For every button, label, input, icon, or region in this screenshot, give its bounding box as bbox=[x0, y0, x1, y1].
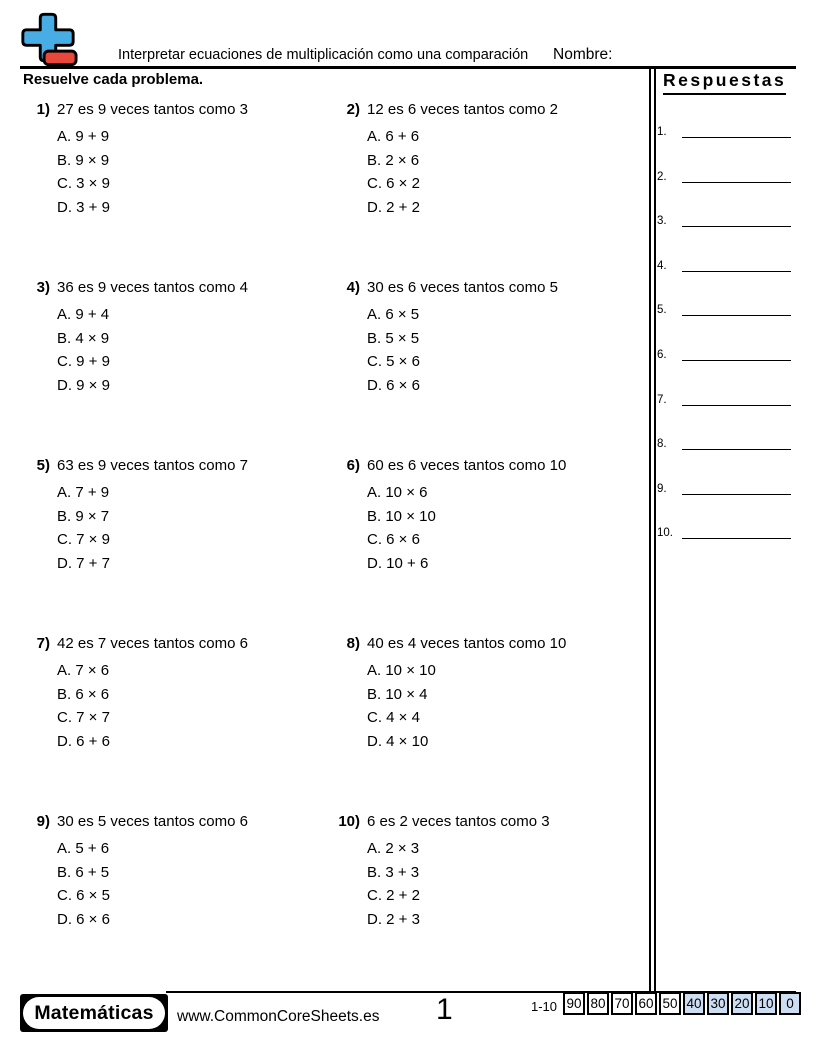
problem-question: 36 es 9 veces tantos como 4 bbox=[57, 279, 248, 296]
option-c: C. 6 × 2 bbox=[367, 175, 420, 192]
problem-question: 6 es 2 veces tantos como 3 bbox=[367, 813, 550, 830]
option-d: D. 3 + 9 bbox=[57, 198, 110, 216]
score-cell-0: 0 bbox=[779, 992, 801, 1015]
problem-number: 4) bbox=[346, 279, 360, 296]
answer-blank-1[interactable] bbox=[682, 121, 791, 138]
score-cell-20: 20 bbox=[731, 992, 753, 1015]
option-b: B. 4 × 9 bbox=[57, 329, 110, 347]
problem-question: 60 es 6 veces tantos como 10 bbox=[367, 457, 567, 474]
score-cell-80: 80 bbox=[587, 992, 609, 1015]
option-c: C. 2 + 2 bbox=[367, 887, 420, 904]
problem-8 bbox=[334, 634, 644, 812]
answers-list bbox=[657, 122, 791, 568]
problem-number: 10) bbox=[338, 813, 360, 830]
problem-2 bbox=[334, 100, 644, 278]
answer-number: 7. bbox=[657, 393, 667, 406]
score-cell-10: 10 bbox=[755, 992, 777, 1015]
options-list bbox=[367, 481, 644, 575]
problems-grid bbox=[24, 100, 646, 990]
answer-row-1 bbox=[657, 122, 791, 138]
problem-question: 30 es 5 veces tantos como 6 bbox=[57, 813, 248, 830]
sidebar-double-divider bbox=[649, 68, 656, 993]
option-b: B. 10 × 4 bbox=[367, 685, 428, 703]
option-a: A. 7 + 9 bbox=[57, 484, 110, 501]
option-a: A. 6 × 5 bbox=[367, 306, 420, 323]
logo-red-bar bbox=[44, 51, 76, 65]
answer-row-5 bbox=[657, 300, 791, 316]
answer-blank-4[interactable] bbox=[682, 255, 791, 272]
problem-7 bbox=[24, 634, 334, 812]
option-b: B. 10 × 10 bbox=[367, 507, 436, 525]
answer-blank-3[interactable] bbox=[682, 210, 791, 227]
answer-row-3 bbox=[657, 211, 791, 227]
answer-blank-5[interactable] bbox=[682, 299, 791, 316]
option-c: C. 5 × 6 bbox=[367, 353, 420, 370]
option-d: D. 7 + 7 bbox=[57, 554, 110, 572]
answer-number: 10. bbox=[657, 527, 673, 540]
option-b: B. 9 × 9 bbox=[57, 151, 110, 169]
score-range-label: 1-10 bbox=[531, 999, 558, 1014]
option-c: C. 7 × 7 bbox=[57, 709, 110, 726]
answers-heading: Respuestas bbox=[663, 70, 786, 95]
option-b: B. 9 × 7 bbox=[57, 507, 110, 525]
brand-label: Matemáticas bbox=[23, 997, 165, 1029]
option-d: D. 2 + 2 bbox=[367, 198, 420, 216]
option-b: B. 2 × 6 bbox=[367, 151, 420, 169]
option-b: B. 6 × 6 bbox=[57, 685, 110, 703]
option-a: A. 2 × 3 bbox=[367, 840, 420, 857]
option-a: A. 10 × 6 bbox=[367, 484, 428, 501]
answer-blank-10[interactable] bbox=[682, 522, 791, 539]
option-c: C. 3 × 9 bbox=[57, 175, 110, 192]
option-d: D. 10 + 6 bbox=[367, 554, 429, 572]
problem-number: 9) bbox=[36, 813, 50, 830]
option-b: B. 6 + 5 bbox=[57, 863, 110, 881]
problem-number: 5) bbox=[36, 457, 50, 474]
problem-number: 3) bbox=[36, 279, 50, 296]
score-table bbox=[563, 992, 801, 1015]
answer-row-9 bbox=[657, 479, 791, 495]
score-cell-60: 60 bbox=[635, 992, 657, 1015]
answer-number: 5. bbox=[657, 304, 667, 317]
answer-blank-8[interactable] bbox=[682, 433, 791, 450]
problem-number: 2) bbox=[346, 101, 360, 118]
problem-question: 63 es 9 veces tantos como 7 bbox=[57, 457, 248, 474]
option-a: A. 5 + 6 bbox=[57, 840, 110, 857]
option-d: D. 6 × 6 bbox=[367, 376, 420, 394]
problem-number: 8) bbox=[346, 635, 360, 652]
problem-10 bbox=[334, 812, 644, 990]
options-list bbox=[57, 837, 334, 931]
option-b: B. 5 × 5 bbox=[367, 329, 420, 347]
option-d: D. 4 × 10 bbox=[367, 732, 429, 750]
header-divider bbox=[20, 66, 796, 69]
problem-question: 12 es 6 veces tantos como 2 bbox=[367, 101, 558, 118]
problem-question: 42 es 7 veces tantos como 6 bbox=[57, 635, 248, 652]
problem-3 bbox=[24, 278, 334, 456]
name-label: Nombre: bbox=[553, 46, 613, 63]
commoncoresheets-plus-logo-icon bbox=[18, 11, 78, 68]
worksheet-title: Interpretar ecuaciones de multiplicación como una comparación bbox=[118, 47, 529, 63]
problem-1 bbox=[24, 100, 334, 278]
option-a: A. 9 + 9 bbox=[57, 128, 110, 145]
option-d: D. 6 + 6 bbox=[57, 732, 110, 750]
answer-blank-9[interactable] bbox=[682, 478, 791, 495]
option-d: D. 6 × 6 bbox=[57, 910, 110, 928]
answer-blank-2[interactable] bbox=[682, 166, 791, 183]
problem-question: 40 es 4 veces tantos como 10 bbox=[367, 635, 567, 652]
problem-4 bbox=[334, 278, 644, 456]
option-a: A. 9 + 4 bbox=[57, 306, 110, 323]
score-cell-40: 40 bbox=[683, 992, 705, 1015]
option-c: C. 9 + 9 bbox=[57, 353, 110, 370]
problem-number: 6) bbox=[346, 457, 360, 474]
answer-number: 3. bbox=[657, 215, 667, 228]
answer-number: 1. bbox=[657, 126, 667, 138]
answer-row-2 bbox=[657, 167, 791, 183]
answer-row-7 bbox=[657, 390, 791, 406]
problem-6 bbox=[334, 456, 644, 634]
website-url: www.CommonCoreSheets.es bbox=[177, 1008, 380, 1025]
problem-question: 27 es 9 veces tantos como 3 bbox=[57, 101, 248, 118]
option-c: C. 6 × 6 bbox=[367, 531, 420, 548]
answer-row-6 bbox=[657, 345, 791, 361]
problem-number: 1) bbox=[36, 101, 50, 118]
option-c: C. 6 × 5 bbox=[57, 887, 110, 904]
score-cell-30: 30 bbox=[707, 992, 729, 1015]
option-a: A. 6 + 6 bbox=[367, 128, 420, 145]
options-list bbox=[367, 837, 644, 931]
options-list bbox=[57, 125, 334, 219]
answer-row-8 bbox=[657, 434, 791, 450]
options-list bbox=[367, 303, 644, 397]
page-number: 1 bbox=[436, 993, 453, 1026]
score-cell-70: 70 bbox=[611, 992, 633, 1015]
options-list bbox=[57, 481, 334, 575]
answer-blank-6[interactable] bbox=[682, 344, 791, 361]
score-cell-50: 50 bbox=[659, 992, 681, 1015]
problem-question: 30 es 6 veces tantos como 5 bbox=[367, 279, 558, 296]
answer-row-10 bbox=[657, 523, 791, 539]
option-a: A. 10 × 10 bbox=[367, 662, 436, 679]
option-d: D. 9 × 9 bbox=[57, 376, 110, 394]
problem-5 bbox=[24, 456, 334, 634]
options-list bbox=[367, 125, 644, 219]
answer-number: 2. bbox=[657, 170, 667, 183]
options-list bbox=[57, 659, 334, 753]
brand-logo bbox=[20, 994, 168, 1032]
option-c: C. 4 × 4 bbox=[367, 709, 420, 726]
instructions-text: Resuelve cada problema. bbox=[23, 71, 204, 88]
options-list bbox=[367, 659, 644, 753]
answer-blank-7[interactable] bbox=[682, 389, 791, 406]
answer-number: 9. bbox=[657, 482, 667, 495]
options-list bbox=[57, 303, 334, 397]
answer-number: 8. bbox=[657, 438, 667, 451]
problem-number: 7) bbox=[36, 635, 50, 652]
option-a: A. 7 × 6 bbox=[57, 662, 110, 679]
problem-9 bbox=[24, 812, 334, 990]
answer-number: 6. bbox=[657, 348, 667, 361]
answer-number: 4. bbox=[657, 259, 667, 272]
option-c: C. 7 × 9 bbox=[57, 531, 110, 548]
option-d: D. 2 + 3 bbox=[367, 910, 420, 928]
score-cell-90: 90 bbox=[563, 992, 585, 1015]
option-b: B. 3 + 3 bbox=[367, 863, 420, 881]
answer-row-4 bbox=[657, 256, 791, 272]
